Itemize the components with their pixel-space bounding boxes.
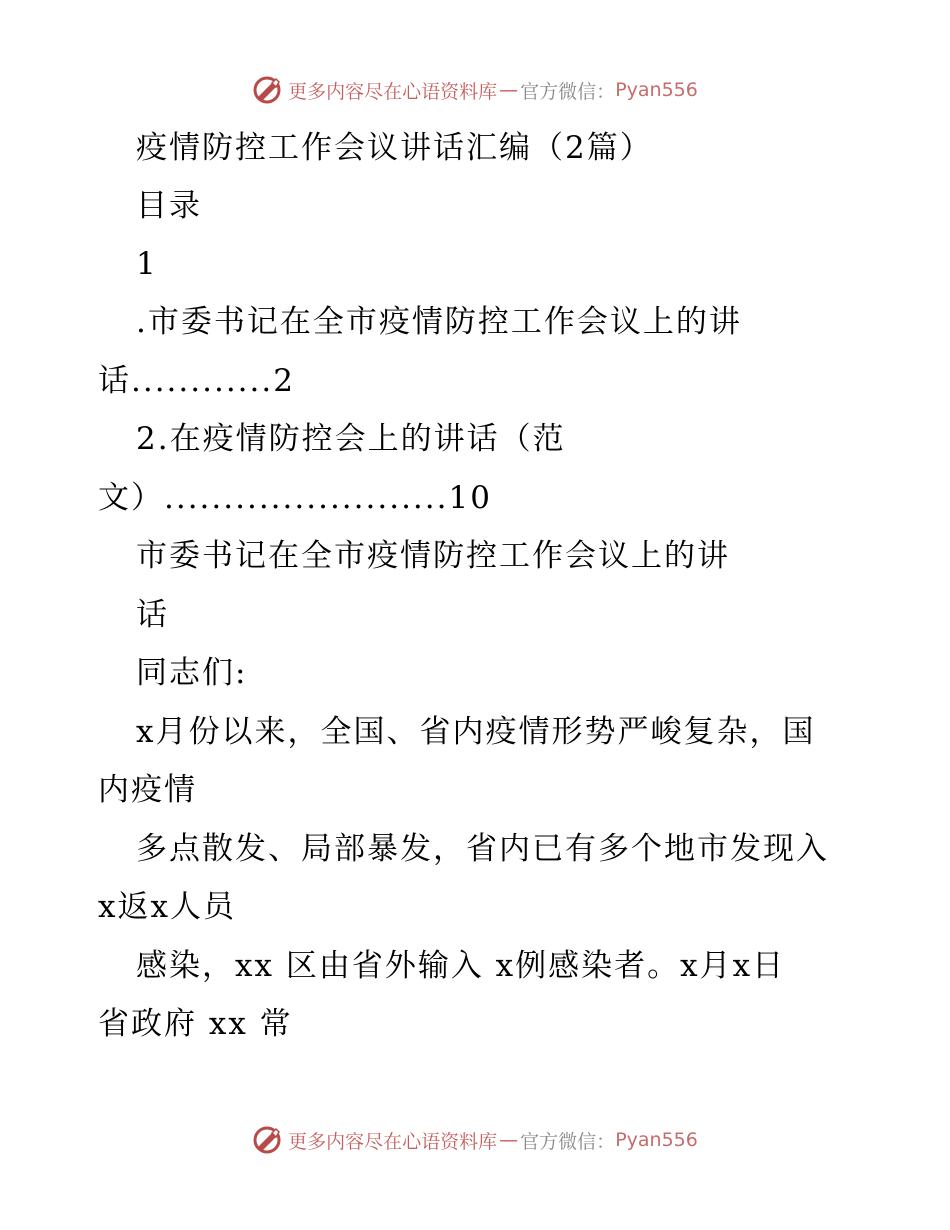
watermark-official: 官方微信：	[520, 1130, 616, 1153]
body-paragraph: 感染，xx 区由省外输入 x例感染者。x月x日	[136, 948, 786, 984]
section-heading: 市委书记在全市疫情防控工作会议上的讲	[136, 538, 730, 574]
body-paragraph: 省政府 xx 常	[98, 1006, 293, 1042]
toc-entry-1: .市委书记在全市疫情防控工作会议上的讲	[136, 304, 742, 340]
watermark-id: Pyan556	[615, 1129, 698, 1151]
watermark-separator: —	[499, 1129, 519, 1151]
body-paragraph: x月份以来，全国、省内疫情形势严峻复杂，国	[136, 714, 816, 750]
pen-logo-icon	[252, 1125, 282, 1155]
watermark-text: 更多内容尽在心语资料库	[288, 80, 498, 103]
toc-entry-2-cont: 文）........................10	[98, 480, 492, 516]
toc-entry-2: 2.在疫情防控会上的讲话（范	[136, 421, 566, 457]
watermark-separator: —	[499, 79, 519, 101]
document-title: 疫情防控工作会议讲话汇编（2篇）	[136, 130, 653, 166]
body-paragraph: 内疫情	[98, 772, 197, 808]
footer-watermark	[0, 1120, 950, 1160]
salutation: 同志们:	[136, 655, 248, 691]
body-paragraph: x返x人员	[98, 889, 236, 925]
toc-heading: 目录	[136, 188, 202, 224]
watermark-id: Pyan556	[615, 79, 698, 101]
toc-entry-number: 1	[136, 246, 158, 282]
section-heading-cont: 话	[136, 597, 169, 633]
body-paragraph: 多点散发、局部暴发，省内已有多个地市发现入	[136, 831, 829, 867]
watermark-text: 更多内容尽在心语资料库	[288, 1130, 498, 1153]
toc-entry-1-cont: 话............2	[98, 363, 295, 399]
watermark-official: 官方微信：	[520, 80, 616, 103]
